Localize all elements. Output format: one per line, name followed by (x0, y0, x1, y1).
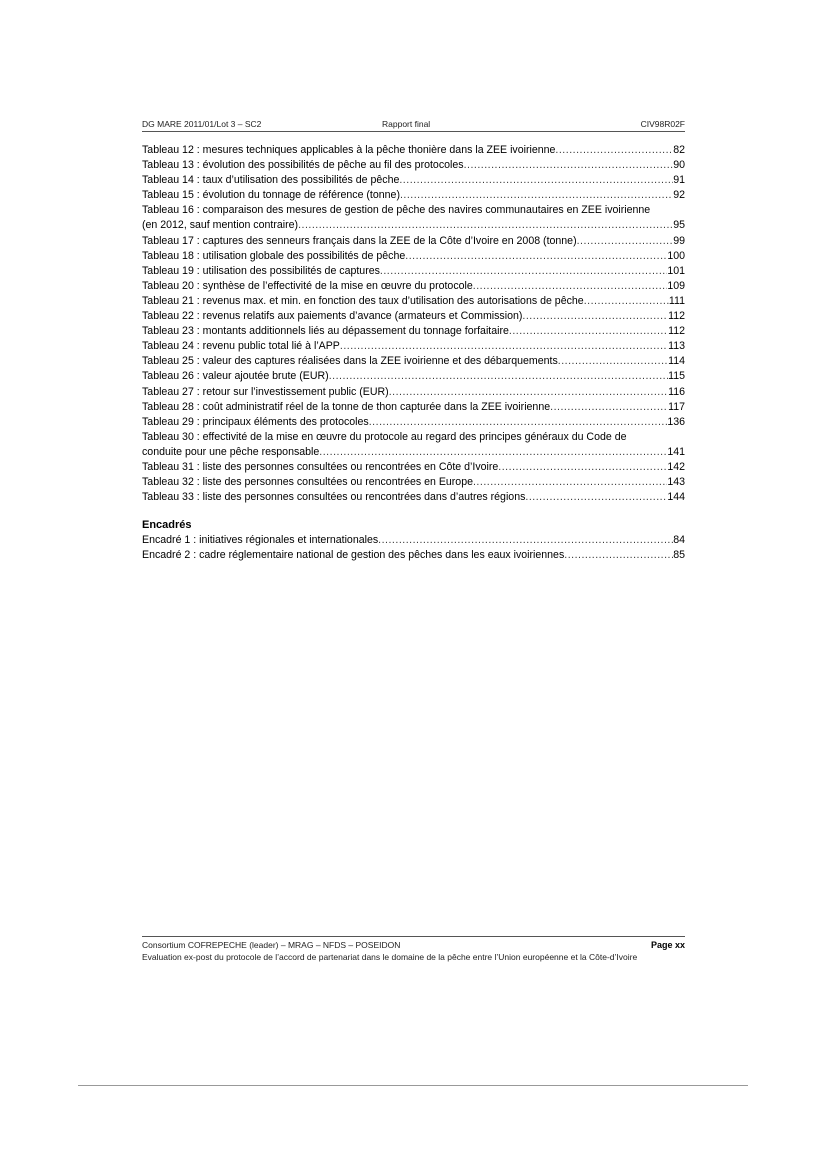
table-of-contents (142, 143, 685, 563)
toc-entry-tableau-15[interactable]: Tableau 15 : évolution du tonnage de référence (tonne) ..... 92 (142, 188, 685, 203)
page-number: Page xx (650, 940, 685, 950)
page-header (142, 119, 685, 132)
toc-entry-tableau-12[interactable]: Tableau 12 : mesures techniques applicables à la pêche thonière dans la ZEE ivoirienne ..... 82 (142, 143, 685, 158)
toc-entry-tableau-25[interactable]: Tableau 25 : valeur des captures réalisées dans la ZEE ivoirienne et des débarquements ..... 114 (142, 354, 685, 369)
toc-entry-tableau-27[interactable]: Tableau 27 : retour sur l’investissement public (EUR) ..... 116 (142, 385, 685, 400)
toc-entry-tableau-16[interactable]: Tableau 16 : comparaison des mesures de gestion de pêche des navires communautaires en ZEE ivoirienne (en 2012, sauf mention contraire) ..... 95 (142, 203, 685, 233)
encadres-list (142, 533, 685, 563)
tables-list (142, 143, 685, 505)
footer-consortium: Consortium COFREPECHE (leader) – MRAG – NFDS – POSEIDON (142, 940, 401, 950)
toc-entry-tableau-17[interactable]: Tableau 17 : captures des senneurs français dans la ZEE de la Côte d’Ivoire en 2008 (tonne) ..... 99 (142, 234, 685, 249)
toc-entry-tableau-22[interactable]: Tableau 22 : revenus relatifs aux paiements d’avance (armateurs et Commission) ..... 112 (142, 309, 685, 324)
toc-entry-tableau-29[interactable]: Tableau 29 : principaux éléments des protocoles ..... 136 (142, 415, 685, 430)
toc-entry-tableau-20[interactable]: Tableau 20 : synthèse de l’effectivité de la mise en œuvre du protocole ..... 109 (142, 279, 685, 294)
toc-entry-tableau-30[interactable]: Tableau 30 : effectivité de la mise en œuvre du protocole au regard des principes généraux du Code de conduite pour une pêche responsable ..... 141 (142, 430, 685, 460)
toc-entry-tableau-13[interactable]: Tableau 13 : évolution des possibilités de pêche au fil des protocoles ..... 90 (142, 158, 685, 173)
header-right: CIV98R02F (640, 119, 685, 129)
toc-entry-tableau-33[interactable]: Tableau 33 : liste des personnes consultées ou rencontrées dans d’autres régions ..... 144 (142, 490, 685, 505)
toc-entry-tableau-32[interactable]: Tableau 32 : liste des personnes consultées ou rencontrées en Europe ..... 143 (142, 475, 685, 490)
toc-entry-tableau-14[interactable]: Tableau 14 : taux d’utilisation des possibilités de pêche ..... 91 (142, 173, 685, 188)
toc-entry-encadre-1[interactable]: Encadré 1 : initiatives régionales et internationales ..... 84 (142, 533, 685, 548)
toc-entry-tableau-21[interactable]: Tableau 21 : revenus max. et min. en fonction des taux d’utilisation des autorisations de pêche ..... 111 (142, 294, 685, 309)
header-left: DG MARE 2011/01/Lot 3 – SC2 (142, 119, 262, 129)
toc-entry-encadre-2[interactable]: Encadré 2 : cadre réglementaire national de gestion des pêches dans les eaux ivoiriennes ..... 85 (142, 548, 685, 563)
footer-subtitle: Evaluation ex-post du protocole de l’accord de partenariat dans le domaine de la pêche entre l’Union européenne et la Côte-d’Ivoire (142, 952, 638, 962)
header-center: Rapport final (382, 119, 431, 129)
toc-entry-tableau-23[interactable]: Tableau 23 : montants additionnels liés au dépassement du tonnage forfaitaire ..... 112 (142, 324, 685, 339)
page-footer (142, 936, 685, 962)
toc-entry-tableau-18[interactable]: Tableau 18 : utilisation globale des possibilités de pêche ..... 100 (142, 249, 685, 264)
toc-entry-tableau-19[interactable]: Tableau 19 : utilisation des possibilités de captures ..... 101 (142, 264, 685, 279)
toc-entry-tableau-24[interactable]: Tableau 24 : revenu public total lié à l’APP ..... 113 (142, 339, 685, 354)
encadres-heading: Encadrés (142, 519, 192, 532)
toc-entry-tableau-31[interactable]: Tableau 31 : liste des personnes consultées ou rencontrées en Côte d’Ivoire ..... 142 (142, 460, 685, 475)
toc-entry-tableau-26[interactable]: Tableau 26 : valeur ajoutée brute (EUR) ..... 115 (142, 369, 685, 384)
toc-entry-tableau-28[interactable]: Tableau 28 : coût administratif réel de la tonne de thon capturée dans la ZEE ivoirienne ..... 117 (142, 400, 685, 415)
page-bottom-divider (78, 1085, 748, 1086)
